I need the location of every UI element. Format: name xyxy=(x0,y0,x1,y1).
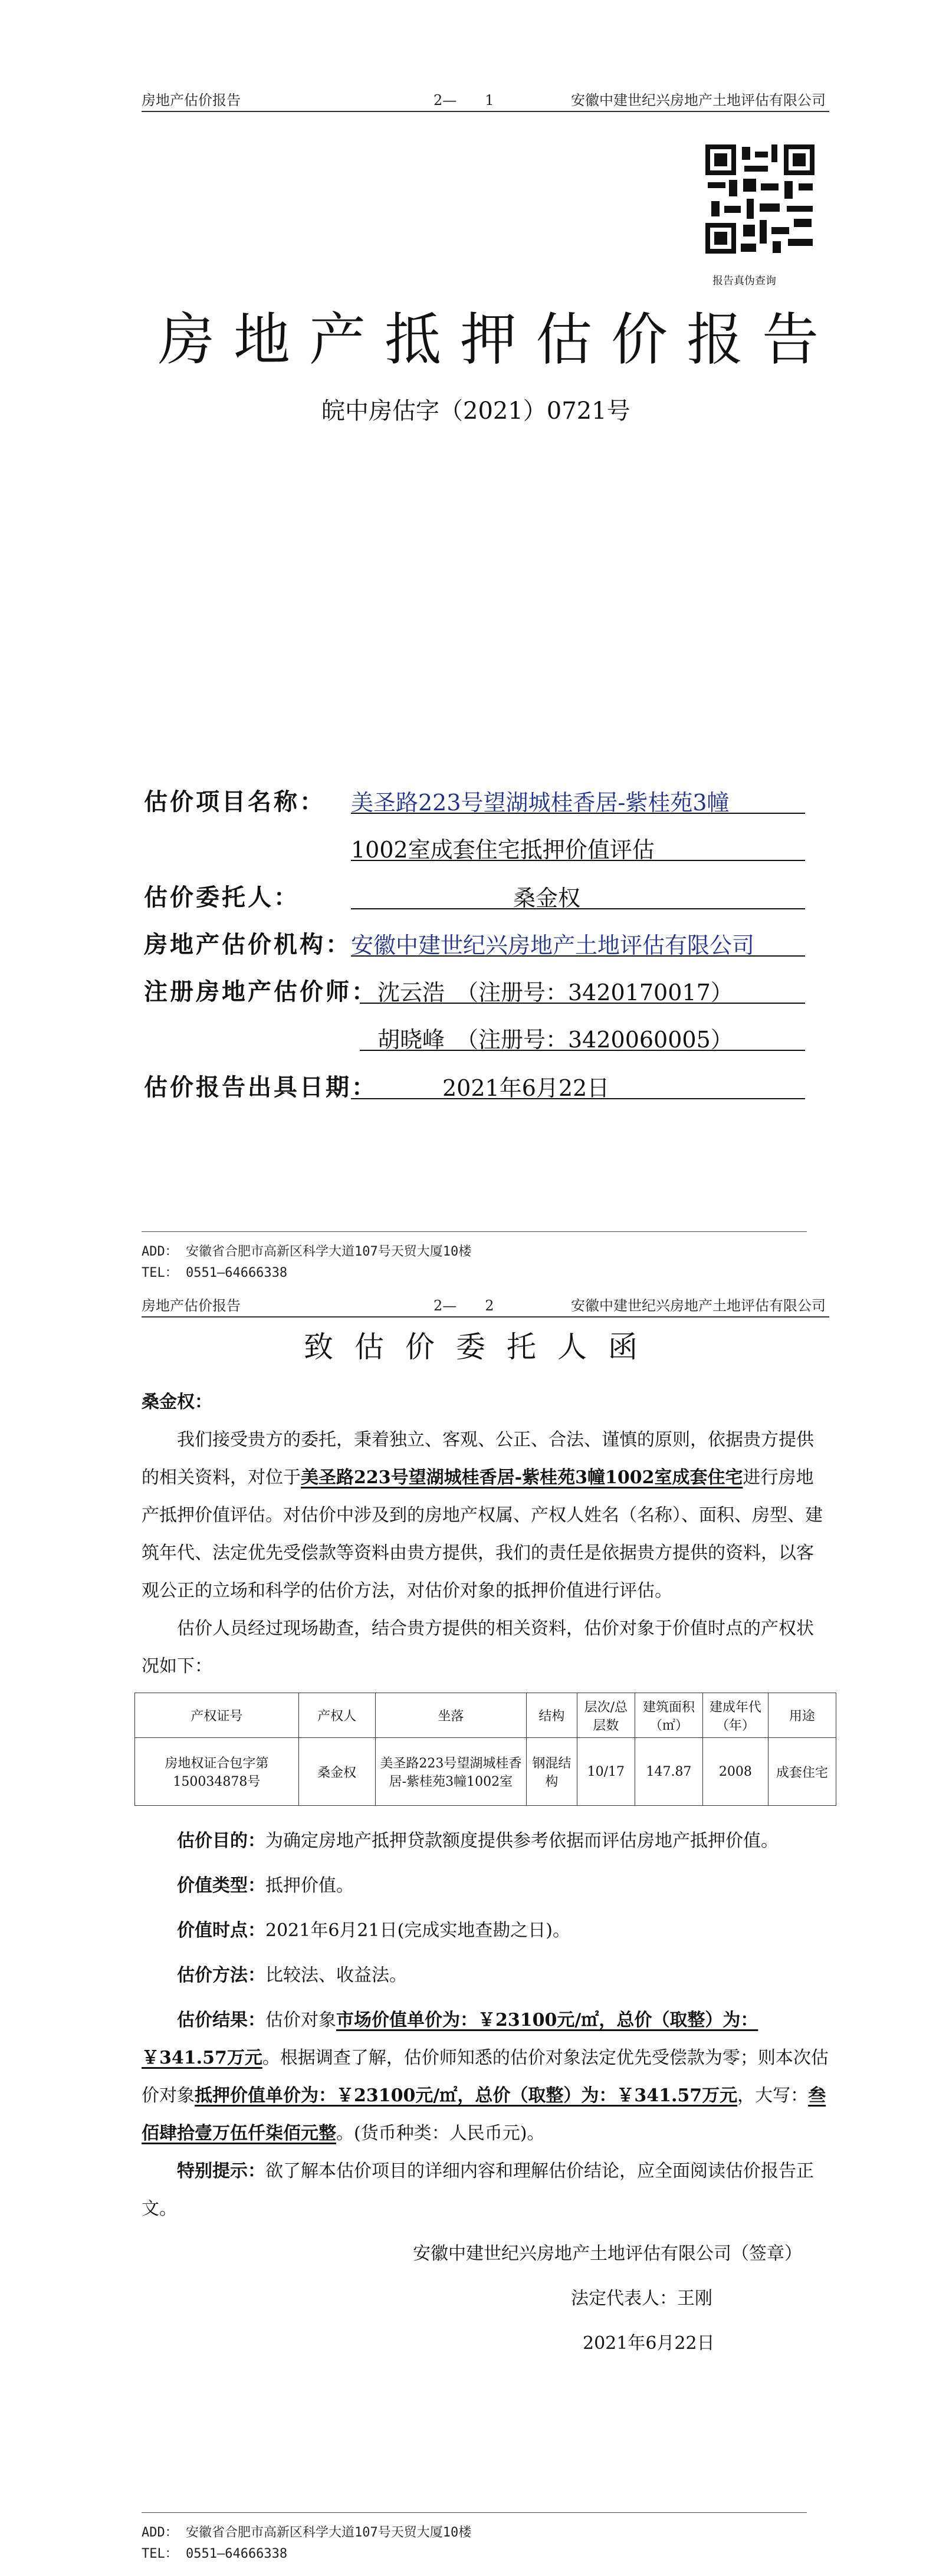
table-header: 建筑面积（㎡） xyxy=(635,1693,702,1738)
underline xyxy=(360,1050,805,1051)
date-label: 估价报告出具日期： xyxy=(144,1073,377,1101)
client-label: 估价委托人： xyxy=(144,883,300,911)
result-paragraph: 估价结果：估价对象市场价值单价为：￥23100元/㎡，总价（取整）为：￥341.57万元。根据调查了解，估价师知悉的估价对象法定优先受偿款为零；则本次估价对象抵押价值单价为：￥23100元/㎡，总价（取整）为：￥341.57万元，大写：叁佰肆拾壹万伍仟柒佰元整。(货币种类：人民币元)。 xyxy=(142,2010,829,2144)
table-cell: 成套住宅 xyxy=(768,1738,836,1806)
agency-value: 安徽中建世纪兴房地产土地评估有限公司 xyxy=(351,932,755,958)
footer-address: ADD： 安徽省合肥市高新区科学大道107号天贸大厦10楼 xyxy=(142,2525,472,2540)
footer-tel: TEL： 0551—64666338 xyxy=(142,1266,288,1280)
table-cell: 桑金权 xyxy=(298,1738,375,1806)
date-value: 2021年6月22日 xyxy=(442,1075,610,1101)
table-header: 产权证号 xyxy=(135,1693,299,1738)
header-left: 房地产估价报告 xyxy=(142,1297,241,1314)
underline xyxy=(351,1098,805,1099)
underline xyxy=(351,813,805,814)
header-rule xyxy=(142,111,829,112)
appraiser-1: 沈云浩 （注册号：3420170017） xyxy=(377,980,733,1006)
client-value: 桑金权 xyxy=(513,885,581,911)
qr-code-icon xyxy=(705,144,815,254)
table-header-row xyxy=(135,1693,836,1738)
signature-date: 2021年6月22日 xyxy=(583,2333,715,2354)
value-type-line: 价值类型：抵押价值。 xyxy=(177,1875,354,1896)
project-name-value-2: 1002室成套住宅抵押价值评估 xyxy=(351,837,655,863)
table-cell: 2008 xyxy=(703,1738,768,1806)
purpose-line: 估价目的：为确定房地产抵押贷款额度提供参考依据而评估房地产抵押价值。 xyxy=(177,1831,779,1851)
header-right: 安徽中建世纪兴房地产土地评估有限公司 xyxy=(571,92,826,109)
underline xyxy=(351,955,805,957)
special-note: 特别提示：欲了解本估价项目的详细内容和理解估价结论，应全面阅读估价报告正文。 xyxy=(142,2161,814,2219)
table-cell: 147.87 xyxy=(635,1738,702,1806)
footer-rule xyxy=(142,2512,807,2513)
table-cell: 10/17 xyxy=(577,1738,635,1806)
signature-company: 安徽中建世纪兴房地产土地评估有限公司（签章） xyxy=(413,2243,802,2264)
table-cell: 房地权证合包字第150034878号 xyxy=(135,1738,299,1806)
table-header: 建成年代（年） xyxy=(703,1693,768,1738)
underline xyxy=(351,908,805,909)
appraiser-2: 胡晓峰 （注册号：3420060005） xyxy=(377,1027,733,1053)
project-name-label: 估价项目名称： xyxy=(144,788,326,816)
qr-caption: 报告真伪查询 xyxy=(712,275,776,287)
footer-rule xyxy=(142,1231,807,1232)
report-number: 皖中房估字（2021）0721号 xyxy=(321,397,630,425)
salutation: 桑金权： xyxy=(142,1392,212,1412)
signature-representative: 法定代表人：王刚 xyxy=(571,2288,712,2309)
footer-address: ADD： 安徽省合肥市高新区科学大道107号天贸大厦10楼 xyxy=(142,1244,472,1259)
table-row xyxy=(135,1738,836,1806)
method-line: 估价方法：比较法、收益法。 xyxy=(177,1965,407,1986)
header-right: 安徽中建世纪兴房地产土地评估有限公司 xyxy=(571,1297,826,1314)
table-header: 用途 xyxy=(768,1693,836,1738)
table-cell: 钢混结构 xyxy=(527,1738,577,1806)
table-header: 结构 xyxy=(527,1693,577,1738)
header-rule xyxy=(142,1316,829,1317)
header-page-number: 2— 2 xyxy=(433,1297,494,1314)
table-header: 坐落 xyxy=(375,1693,527,1738)
header-left: 房地产估价报告 xyxy=(142,92,241,109)
appraiser-label: 注册房地产估价师： xyxy=(144,978,377,1006)
value-time-line: 价值时点：2021年6月21日(完成实地查勘之日)。 xyxy=(177,1920,571,1941)
table-header: 产权人 xyxy=(298,1693,375,1738)
underline xyxy=(360,1003,805,1004)
table-cell: 美圣路223号望湖城桂香居-紫桂苑3幢1002室 xyxy=(375,1738,527,1806)
paragraph-1: 我们接受贵方的委托，秉着独立、客观、公正、合法、谨慎的原则，依据贵方提供的相关资料，对位于美圣路223号望湖城桂香居-紫桂苑3幢1002室成套住宅进行房地产抵押价值评估。对估价中涉及到的房地产权属、产权人姓名（名称）、面积、房型、建筑年代、法定优先受偿款等资料由贵方提供，我们的责任是依据贵方提供的资料，以客观公正的立场和科学的估价方法，对估价对象的抵押价值进行评估。 xyxy=(142,1430,823,1601)
header-page-number: 2— 1 xyxy=(433,92,494,109)
property-table xyxy=(134,1693,836,1806)
project-name-value: 美圣路223号望湖城桂香居-紫桂苑3幢 xyxy=(351,790,730,816)
letter-title: 致估价委托人函 xyxy=(304,1330,659,1364)
underline xyxy=(351,860,805,861)
report-title: 房地产抵押估价报告 xyxy=(158,307,838,373)
table-header: 层次/总层数 xyxy=(577,1693,635,1738)
agency-label: 房地产估价机构： xyxy=(144,931,352,958)
footer-tel: TEL： 0551—64666338 xyxy=(142,2547,288,2561)
paragraph-2: 估价人员经过现场勘查，结合贵方提供的相关资料，估价对象于价值时点的产权状况如下： xyxy=(142,1618,814,1677)
